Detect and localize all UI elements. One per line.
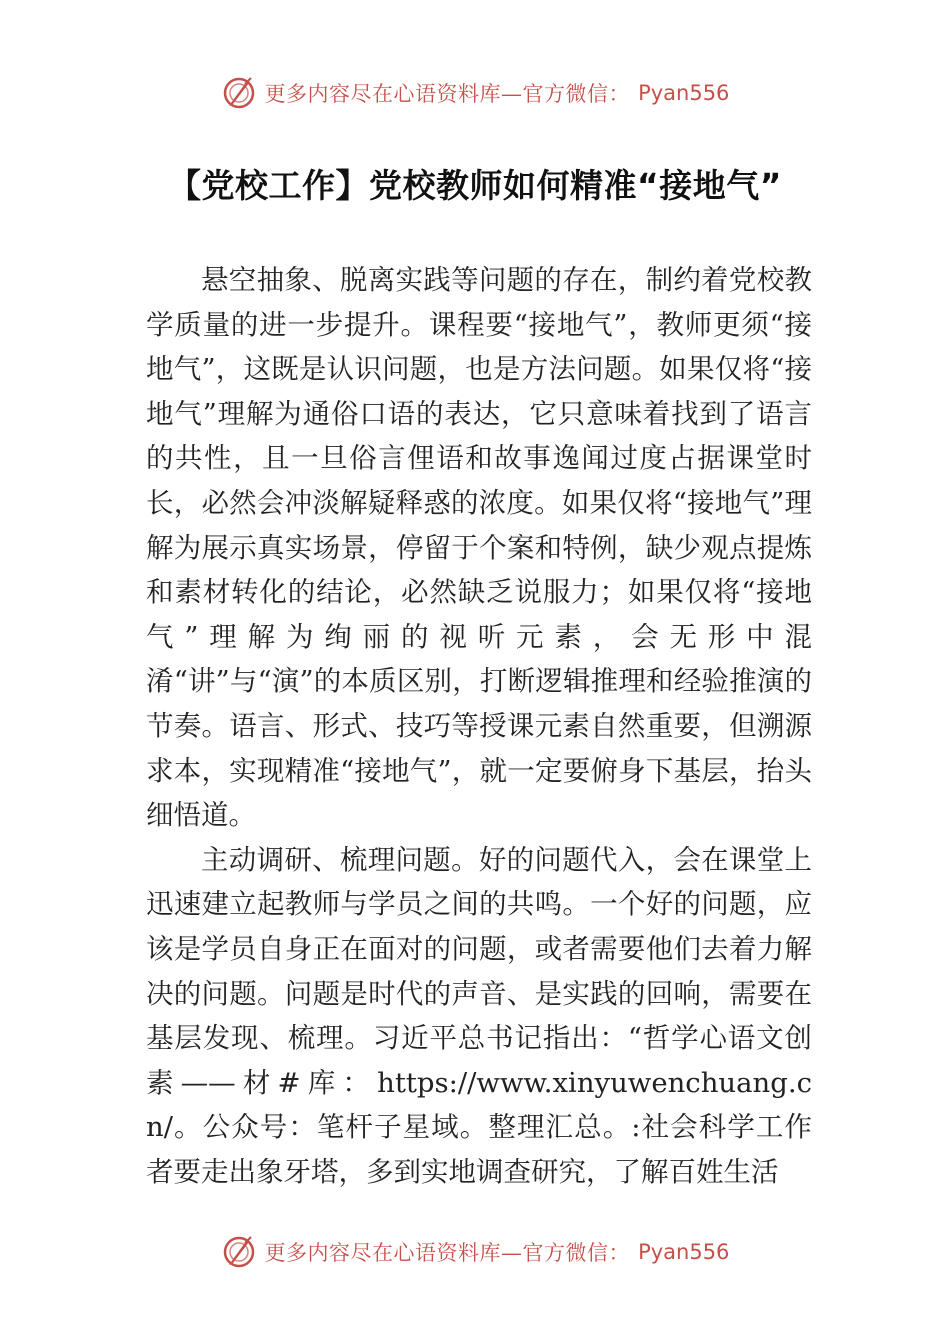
wechat-id: Pyan556 bbox=[638, 1240, 730, 1264]
footer-banner bbox=[0, 1232, 950, 1272]
document-body bbox=[146, 258, 812, 1194]
wechat-id: Pyan556 bbox=[638, 81, 730, 105]
brush-pen-logo bbox=[221, 1234, 257, 1270]
document-title: 【党校工作】党校教师如何精准“接地气” bbox=[168, 166, 782, 205]
banner-text: 更多内容尽在心语资料库—官方微信： bbox=[264, 1241, 631, 1265]
brush-pen-logo bbox=[221, 75, 257, 111]
paragraph: 悬空抽象、脱离实践等问题的存在，制约着党校教学质量的进一步提升。课程要“接地气”，教师更须“接地气”，这既是认识问题，也是方法问题。如果仅将“接地气”理解为通俗口语的表达，它只意味着找到了语言的共性，且一旦俗言俚语和故事逸闻过度占据课堂时长，必然会冲淡解疑释惑的浓度。如果仅将“接地气”理解为展示真实场景，停留于个案和特例，缺少观点提炼和素材转化的结论，必然缺乏说服力；如果仅将“接地气”理解为绚丽的视听元素，会无形中混淆“讲”与“演”的本质区别，打断逻辑推理和经验推演的节奏。语言、形式、技巧等授课元素自然重要，但溯源求本，实现精准“接地气”，就一定要俯身下基层，抬头细悟道。 bbox=[146, 264, 812, 832]
header-banner bbox=[0, 73, 950, 113]
banner-text: 更多内容尽在心语资料库—官方微信： bbox=[264, 82, 631, 106]
paragraph: 主动调研、梳理问题。好的问题代入，会在课堂上迅速建立起教师与学员之间的共鸣。一个好的问题，应该是学员自身正在面对的问题，或者需要他们去着力解决的问题。问题是时代的声音、是实践的回响，需要在基层发现、梳理。习近平总书记指出：“哲学心语文创素——材#库：https://www.xinyuwenchuang.cn/。公众号：笔杆子星域。整理汇总。:社会科学工作者要走出象牙塔，多到实地调查研究，了解百姓生活 bbox=[146, 843, 812, 1188]
